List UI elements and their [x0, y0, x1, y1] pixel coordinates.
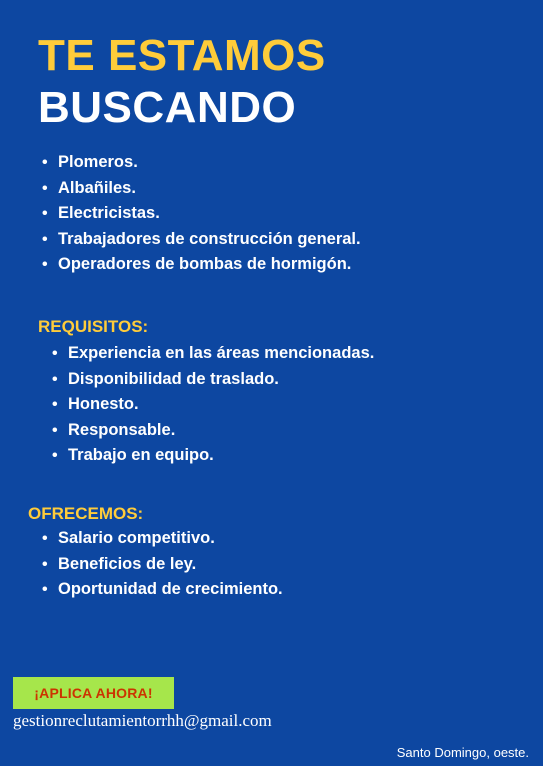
bullet-icon: • — [42, 555, 48, 573]
requisito-item — [48, 443, 374, 469]
oficio-item-text: Trabajadores de construcción general. — [58, 229, 361, 248]
oficio-item-text: Operadores de bombas de hormigón. — [58, 255, 352, 273]
oficio-item — [38, 150, 361, 176]
headline-line-1: TE ESTAMOS — [38, 31, 326, 80]
headline — [38, 30, 326, 134]
bullet-icon: • — [42, 154, 48, 171]
ofrecemos-item-text: Salario competitivo. — [58, 529, 215, 547]
oficio-item — [38, 176, 361, 202]
bullet-icon: • — [52, 396, 58, 413]
requisito-item — [48, 367, 374, 393]
bullet-icon: • — [52, 345, 58, 362]
contact-email: gestionreclutamientorrhh@gmail.com — [13, 711, 272, 730]
oficios-list — [38, 150, 361, 278]
requisito-item-text: Honesto. — [68, 395, 139, 413]
oficio-item — [38, 201, 361, 227]
requisito-item-text: Responsable. — [68, 420, 176, 439]
requisito-item-text: Experiencia en las áreas mencionadas. — [68, 344, 375, 362]
requisitos-list — [48, 341, 374, 469]
requisito-item-text: Trabajo en equipo. — [68, 446, 214, 464]
bullet-icon: • — [42, 530, 48, 547]
ofrecemos-item — [38, 577, 283, 603]
requisito-item — [48, 418, 374, 444]
apply-now-button[interactable]: ¡APLICA AHORA! — [13, 677, 174, 709]
ofrecemos-item-text: Beneficios de ley. — [58, 554, 197, 573]
oficio-item — [38, 252, 361, 278]
bullet-icon: • — [52, 370, 58, 388]
bullet-icon: • — [42, 256, 48, 273]
ofrecemos-item — [38, 526, 283, 552]
bullet-icon: • — [42, 581, 48, 598]
requisito-item — [48, 341, 374, 367]
bullet-icon: • — [42, 205, 48, 222]
requisitos-title: REQUISITOS: — [38, 317, 149, 336]
bullet-icon: • — [52, 447, 58, 464]
oficio-item-text: Electricistas. — [58, 204, 160, 222]
oficio-item — [38, 227, 361, 253]
ofrecemos-item-text: Oportunidad de crecimiento. — [58, 580, 283, 598]
requisito-item — [48, 392, 374, 418]
oficio-item-text: Plomeros. — [58, 153, 138, 171]
bullet-icon: • — [52, 421, 58, 439]
bullet-icon: • — [42, 179, 48, 197]
location-text: Santo Domingo, oeste. — [396, 745, 529, 760]
ofrecemos-item — [38, 552, 283, 578]
ofrecemos-list — [38, 526, 283, 603]
requisito-item-text: Disponibilidad de traslado. — [68, 369, 279, 388]
oficio-item-text: Albañiles. — [58, 178, 136, 197]
ofrecemos-title: OFRECEMOS: — [28, 504, 144, 523]
bullet-icon: • — [42, 230, 48, 248]
headline-line-2: BUSCANDO — [38, 83, 297, 132]
